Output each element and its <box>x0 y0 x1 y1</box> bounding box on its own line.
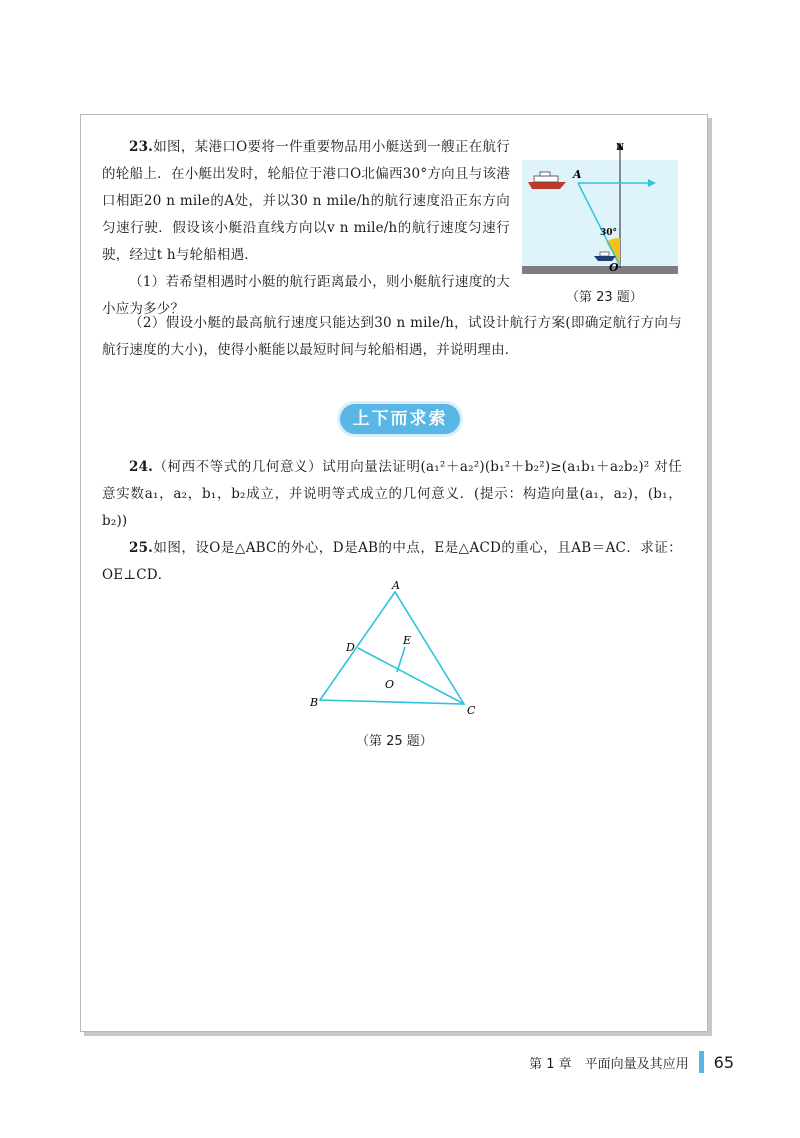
problem-23-question-2: （2）假设小艇的最高航行速度只能达到30 n mile/h，试设计航行方案(即确定航行方向与航行速度的大小)，使得小艇能以最短时间与轮船相遇，并说明理由． <box>102 315 682 358</box>
figure-23-label-o: O <box>609 261 619 274</box>
problem-23-question-2-block <box>102 310 682 364</box>
problem-25-number: 25. <box>129 540 154 556</box>
figure-25 <box>300 580 490 720</box>
page-footer <box>529 1050 734 1074</box>
problem-23-body: 如图，某港口O要将一件重要物品用小艇送到一艘正在航行的轮船上．在小艇出发时，轮船位于港口O北偏西30°方向且与该港口相距20 n mile的A处，并以30 n mile/h的航行速度沿正东方向匀速行驶．假设该小艇沿直线方向以v n mile/h的航行速度匀速行驶，经过t h与轮船相遇． <box>102 139 510 263</box>
figure-25-segment-cd <box>358 648 464 704</box>
problem-23-number: 23. <box>129 139 154 155</box>
problem-23-question-1: （1）若希望相遇时小艇的航行距离最小，则小艇航行速度的大小应为多少？ <box>102 274 510 317</box>
figure-23-label-a: A <box>573 168 582 181</box>
problem-23-text <box>102 134 510 323</box>
figure-23-label-n: N <box>616 143 625 153</box>
page-number: 65 <box>713 1052 734 1072</box>
footer-accent-bar <box>699 1051 704 1073</box>
footer-chapter: 第 1 章 平面向量及其应用 <box>529 1056 689 1072</box>
figure-23 <box>520 138 680 278</box>
figure-25-segment-oe <box>397 647 405 672</box>
figure-25-caption: （第 25 题） <box>356 734 433 749</box>
figure-25-label-a: A <box>392 580 400 592</box>
problems-24-25-text <box>102 454 682 589</box>
figure-23-label-angle: 30° <box>600 228 618 238</box>
figure-25-label-e: E <box>403 634 412 647</box>
problem-24-number: 24. <box>129 459 154 475</box>
figure-23-caption: （第 23 题） <box>566 290 643 305</box>
figure-25-label-c: C <box>467 704 476 717</box>
figure-23-shore <box>522 266 678 274</box>
section-banner: 上下而求索 <box>340 404 460 434</box>
figure-25-label-d: D <box>346 641 355 654</box>
figure-25-label-o: O <box>385 678 395 691</box>
problem-24-body: （柯西不等式的几何意义）试用向量法证明(a₁²＋a₂²)(b₁²＋b₂²)≥(a₁b₁＋a₂b₂)² 对任意实数a₁，a₂，b₁，b₂成立，并说明等式成立的几何意义．(提示：构造向量(a₁，a₂)，(b₁，b₂)) <box>102 459 682 529</box>
problem-25-body: 如图，设O是△ABC的外心，D是AB的中点，E是△ACD的重心，且AB＝AC．求证：OE⊥CD． <box>102 540 682 583</box>
figure-25-label-b: B <box>310 696 319 709</box>
